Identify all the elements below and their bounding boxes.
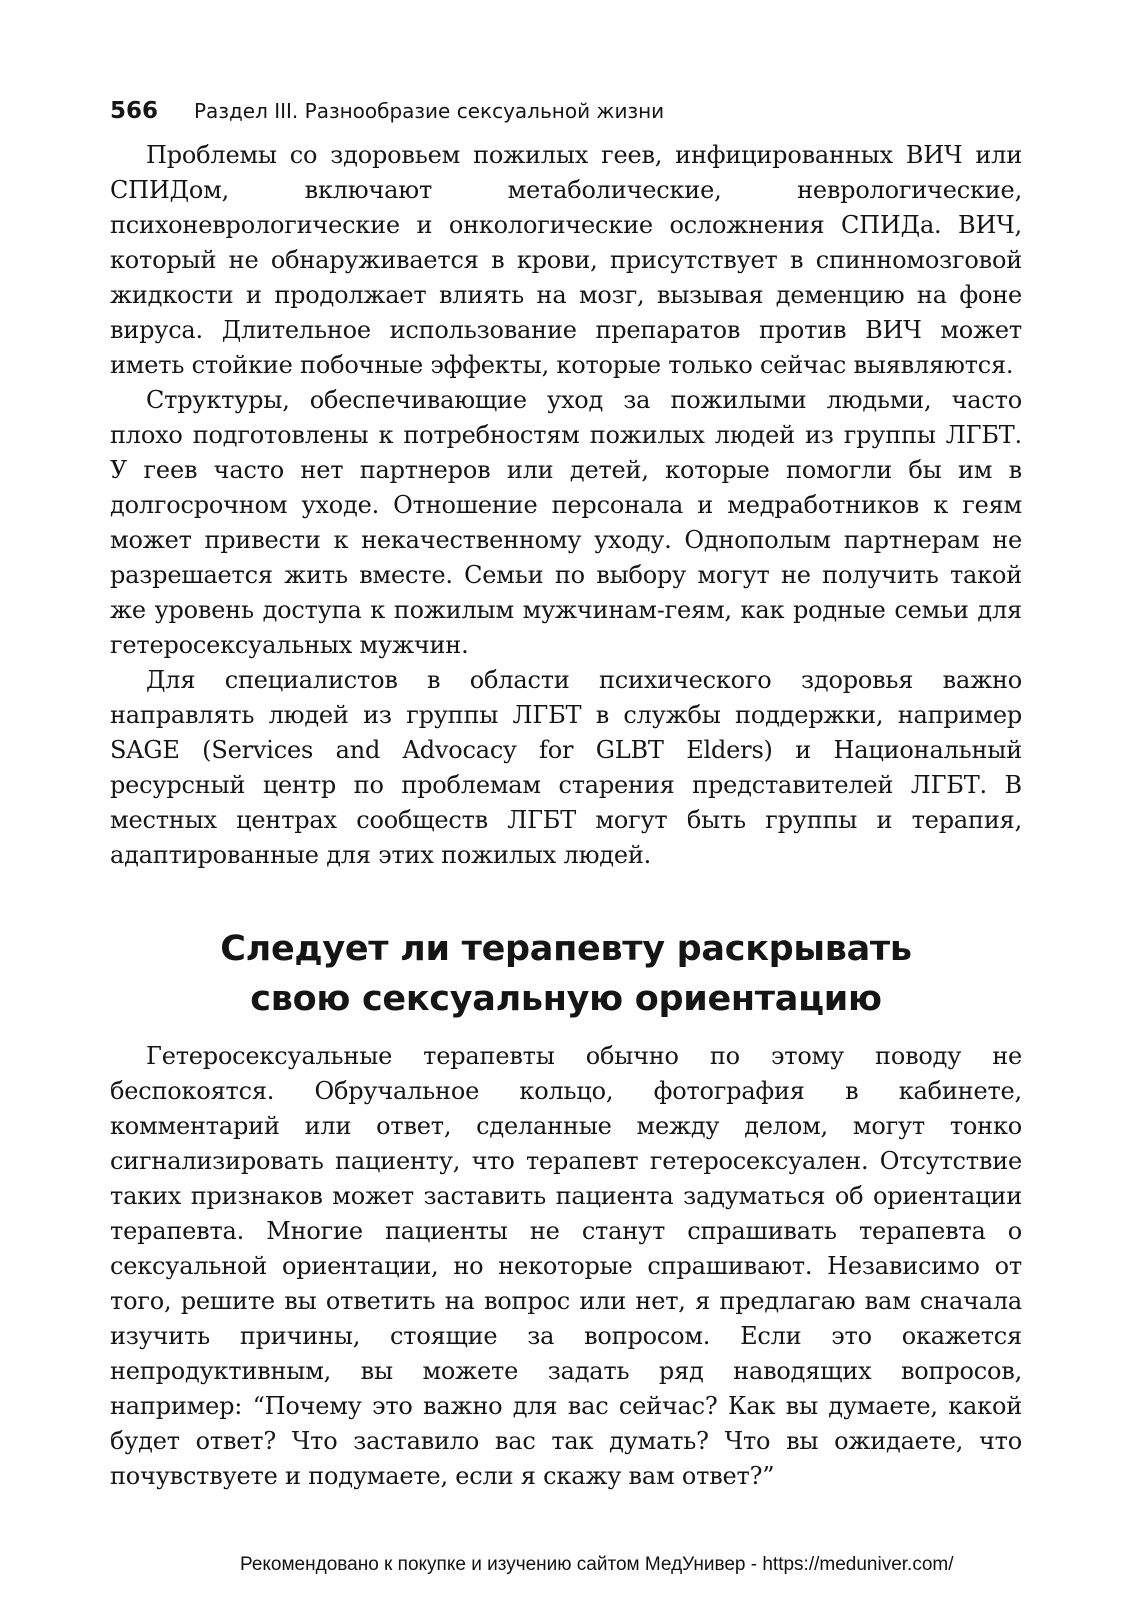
running-head <box>110 98 1022 138</box>
book-page <box>110 98 1022 1494</box>
paragraph-care-structures: Структуры, обеспечивающие уход за пожилыми людьми, часто плохо подготовлены к потребностям пожилых людей из группы ЛГБТ. У геев часто нет партнеров или детей, которые помогли бы им в долгосрочном уходе. Отношение персонала и медработников к геям может привести к некачественному уходу. Однополым партнерам не разрешается жить вместе. Семьи по выбору могут не получить такой же уровень доступа к пожилым мужчинам-геям, как родные семьи для гетеросексуальных мужчин. <box>110 386 1022 659</box>
section-body-text <box>110 1039 1022 1494</box>
footer-recommendation-note: Рекомендовано к покупке и изучению сайтом МедУнивер - https://meduniver.com/ <box>240 1554 954 1575</box>
paragraph-support-services: Для специалистов в области психического здоровья важно направлять людей из группы ЛГБТ в службы поддержки, например SAGE (Services and Advocacy for GLBT Elders) и Национальный ресурсный центр по проблемам старения представителей ЛГБТ. В местных центрах сообществ ЛГБТ могут быть группы и терапия, адаптированные для этих пожилых людей. <box>110 666 1022 869</box>
page-number: 566 <box>110 98 159 124</box>
section-heading <box>110 924 1022 1024</box>
paragraph-therapist-disclosure: Гетеросексуальные терапевты обычно по этому поводу не беспокоятся. Обручальное кольцо, фотография в кабинете, комментарий или ответ, сделанные между делом, могут тонко сигнализировать пациенту, что терапевт гетеросексуален. Отсутствие таких признаков может заставить пациента задуматься об ориентации терапевта. Многие пациенты не станут спрашивать терапевта о сексуальной ориентации, но некоторые спрашивают. Независимо от того, решите вы ответить на вопрос или нет, я предлагаю вам сначала изучить причины, стоящие за вопросом. Если это окажется непродуктивным, вы можете задать ряд наводящих вопросов, например: “Почему это важно для вас сейчас? Как вы думаете, какой будет ответ? Что заставило вас так думать? Что вы ожидаете, что почувствуете и подумаете, если я скажу вам ответ?” <box>110 1042 1022 1490</box>
section-heading-line-1: Следует ли терапевту раскрывать <box>220 929 912 969</box>
body-text <box>110 138 1022 873</box>
running-section-title: Раздел III. Разнообразие сексуальной жизни <box>194 99 665 123</box>
section-heading-line-2: свою сексуальную ориентацию <box>250 979 882 1019</box>
paragraph-health-problems: Проблемы со здоровьем пожилых геев, инфицированных ВИЧ или СПИДом, включают метаболические, неврологические, психоневрологические и онкологические осложнения СПИДа. ВИЧ, который не обнаруживается в крови, присутствует в спинномозговой жидкости и продолжает влиять на мозг, вызывая деменцию на фоне вируса. Длительное использование препаратов против ВИЧ может иметь стойкие побочные эффекты, которые только сейчас выявляются. <box>110 141 1022 379</box>
